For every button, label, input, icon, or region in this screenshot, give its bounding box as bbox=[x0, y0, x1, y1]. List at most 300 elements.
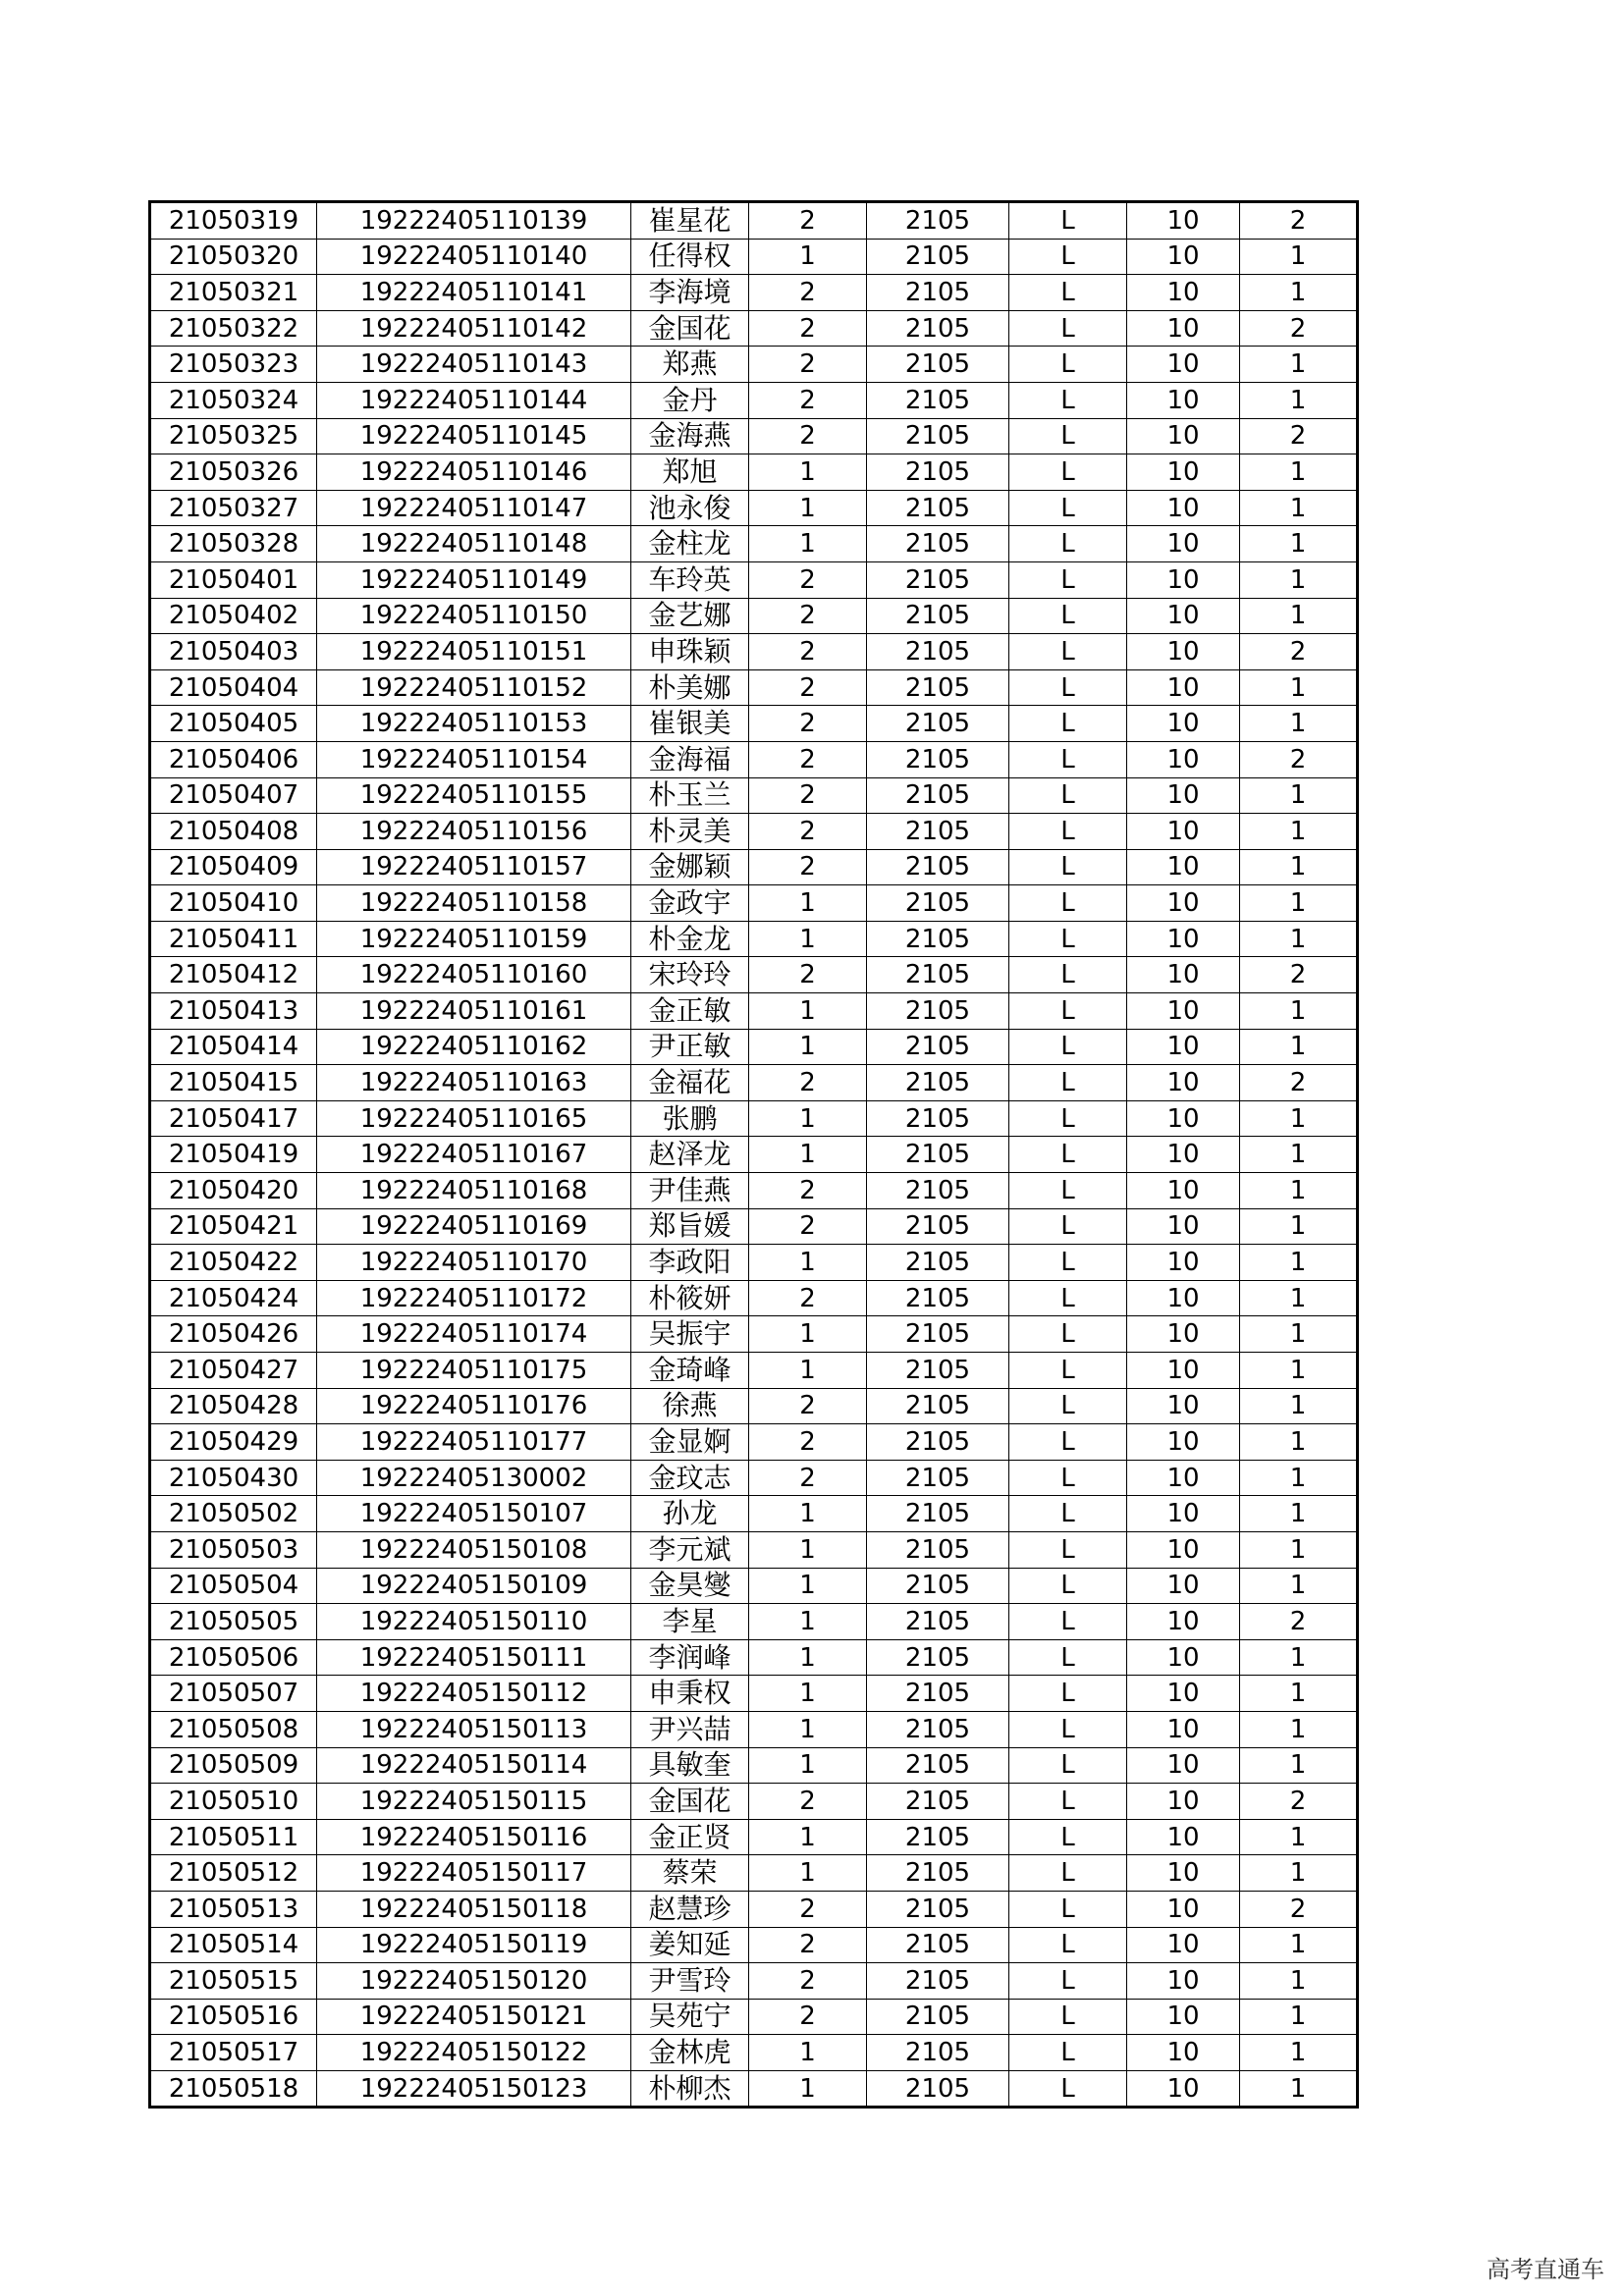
registration-number-cell: 19222405110172 bbox=[317, 1280, 631, 1316]
score-cell: 10 bbox=[1127, 418, 1240, 454]
category-cell: 1 bbox=[1240, 2070, 1358, 2108]
name-cell: 赵泽龙 bbox=[631, 1137, 749, 1173]
table-row bbox=[150, 418, 1358, 454]
score-cell: 10 bbox=[1127, 1316, 1240, 1353]
score-cell: 10 bbox=[1127, 1531, 1240, 1568]
category-cell: 1 bbox=[1240, 1245, 1358, 1281]
score-cell: 10 bbox=[1127, 957, 1240, 993]
name-cell: 金昊燮 bbox=[631, 1568, 749, 1604]
gender-cell: 1 bbox=[749, 1711, 867, 1747]
class-code-cell: 2105 bbox=[867, 1711, 1009, 1747]
exam-number-cell: 21050502 bbox=[150, 1496, 317, 1532]
name-cell: 金娜颖 bbox=[631, 849, 749, 885]
class-code-cell: 2105 bbox=[867, 1819, 1009, 1855]
student-table bbox=[148, 200, 1359, 2109]
type-cell: L bbox=[1009, 706, 1127, 742]
category-cell: 2 bbox=[1240, 1065, 1358, 1101]
category-cell: 2 bbox=[1240, 1784, 1358, 1820]
type-cell: L bbox=[1009, 885, 1127, 922]
gender-cell: 2 bbox=[749, 957, 867, 993]
exam-number-cell: 21050507 bbox=[150, 1676, 317, 1712]
exam-number-cell: 21050430 bbox=[150, 1460, 317, 1496]
registration-number-cell: 19222405110167 bbox=[317, 1137, 631, 1173]
score-cell: 10 bbox=[1127, 239, 1240, 275]
gender-cell: 1 bbox=[749, 526, 867, 562]
class-code-cell: 2105 bbox=[867, 1245, 1009, 1281]
exam-number-cell: 21050402 bbox=[150, 598, 317, 634]
category-cell: 1 bbox=[1240, 2035, 1358, 2071]
class-code-cell: 2105 bbox=[867, 1065, 1009, 1101]
registration-number-cell: 19222405150119 bbox=[317, 1927, 631, 1963]
table-row bbox=[150, 347, 1358, 383]
registration-number-cell: 19222405150120 bbox=[317, 1963, 631, 2000]
name-cell: 崔星花 bbox=[631, 202, 749, 240]
score-cell: 10 bbox=[1127, 706, 1240, 742]
score-cell: 10 bbox=[1127, 1388, 1240, 1424]
name-cell: 崔银美 bbox=[631, 706, 749, 742]
name-cell: 金柱龙 bbox=[631, 526, 749, 562]
class-code-cell: 2105 bbox=[867, 1316, 1009, 1353]
class-code-cell: 2105 bbox=[867, 1855, 1009, 1892]
table-row bbox=[150, 1604, 1358, 1640]
name-cell: 孙龙 bbox=[631, 1496, 749, 1532]
table-row bbox=[150, 598, 1358, 634]
exam-number-cell: 21050411 bbox=[150, 921, 317, 957]
table-row bbox=[150, 1747, 1358, 1784]
type-cell: L bbox=[1009, 814, 1127, 850]
gender-cell: 1 bbox=[749, 1496, 867, 1532]
name-cell: 金海福 bbox=[631, 741, 749, 777]
table-row bbox=[150, 1137, 1358, 1173]
name-cell: 郑燕 bbox=[631, 347, 749, 383]
name-cell: 姜知延 bbox=[631, 1927, 749, 1963]
exam-number-cell: 21050403 bbox=[150, 634, 317, 670]
gender-cell: 2 bbox=[749, 1065, 867, 1101]
exam-number-cell: 21050326 bbox=[150, 454, 317, 491]
name-cell: 金显婀 bbox=[631, 1424, 749, 1461]
category-cell: 1 bbox=[1240, 1173, 1358, 1209]
registration-number-cell: 19222405150112 bbox=[317, 1676, 631, 1712]
gender-cell: 2 bbox=[749, 310, 867, 347]
category-cell: 1 bbox=[1240, 777, 1358, 814]
class-code-cell: 2105 bbox=[867, 2070, 1009, 2108]
exam-number-cell: 21050429 bbox=[150, 1424, 317, 1461]
score-cell: 10 bbox=[1127, 1855, 1240, 1892]
category-cell: 1 bbox=[1240, 669, 1358, 706]
gender-cell: 2 bbox=[749, 634, 867, 670]
registration-number-cell: 19222405110149 bbox=[317, 561, 631, 598]
name-cell: 金正敏 bbox=[631, 993, 749, 1030]
class-code-cell: 2105 bbox=[867, 777, 1009, 814]
type-cell: L bbox=[1009, 849, 1127, 885]
gender-cell: 1 bbox=[749, 1747, 867, 1784]
exam-number-cell: 21050410 bbox=[150, 885, 317, 922]
score-cell: 10 bbox=[1127, 1137, 1240, 1173]
name-cell: 李政阳 bbox=[631, 1245, 749, 1281]
gender-cell: 1 bbox=[749, 1029, 867, 1065]
category-cell: 1 bbox=[1240, 1963, 1358, 2000]
type-cell: L bbox=[1009, 454, 1127, 491]
registration-number-cell: 19222405110168 bbox=[317, 1173, 631, 1209]
class-code-cell: 2105 bbox=[867, 1927, 1009, 1963]
table-row bbox=[150, 777, 1358, 814]
name-cell: 申秉权 bbox=[631, 1676, 749, 1712]
registration-number-cell: 19222405150107 bbox=[317, 1496, 631, 1532]
category-cell: 1 bbox=[1240, 706, 1358, 742]
type-cell: L bbox=[1009, 1460, 1127, 1496]
exam-number-cell: 21050401 bbox=[150, 561, 317, 598]
name-cell: 申珠颖 bbox=[631, 634, 749, 670]
type-cell: L bbox=[1009, 598, 1127, 634]
gender-cell: 2 bbox=[749, 1424, 867, 1461]
table-row bbox=[150, 1280, 1358, 1316]
exam-number-cell: 21050421 bbox=[150, 1208, 317, 1245]
type-cell: L bbox=[1009, 1245, 1127, 1281]
exam-number-cell: 21050319 bbox=[150, 202, 317, 240]
type-cell: L bbox=[1009, 2070, 1127, 2108]
class-code-cell: 2105 bbox=[867, 1963, 1009, 2000]
gender-cell: 1 bbox=[749, 885, 867, 922]
exam-number-cell: 21050516 bbox=[150, 1999, 317, 2035]
table-row bbox=[150, 993, 1358, 1030]
score-cell: 10 bbox=[1127, 1460, 1240, 1496]
gender-cell: 1 bbox=[749, 993, 867, 1030]
class-code-cell: 2105 bbox=[867, 1280, 1009, 1316]
registration-number-cell: 19222405110162 bbox=[317, 1029, 631, 1065]
score-cell: 10 bbox=[1127, 1353, 1240, 1389]
type-cell: L bbox=[1009, 1999, 1127, 2035]
exam-number-cell: 21050419 bbox=[150, 1137, 317, 1173]
type-cell: L bbox=[1009, 561, 1127, 598]
class-code-cell: 2105 bbox=[867, 669, 1009, 706]
gender-cell: 2 bbox=[749, 1208, 867, 1245]
class-code-cell: 2105 bbox=[867, 1496, 1009, 1532]
class-code-cell: 2105 bbox=[867, 1208, 1009, 1245]
class-code-cell: 2105 bbox=[867, 1747, 1009, 1784]
category-cell: 1 bbox=[1240, 1353, 1358, 1389]
exam-number-cell: 21050324 bbox=[150, 382, 317, 418]
type-cell: L bbox=[1009, 347, 1127, 383]
score-cell: 10 bbox=[1127, 1424, 1240, 1461]
table-row bbox=[150, 1100, 1358, 1137]
gender-cell: 2 bbox=[749, 1999, 867, 2035]
score-cell: 10 bbox=[1127, 275, 1240, 311]
score-cell: 10 bbox=[1127, 454, 1240, 491]
name-cell: 金国花 bbox=[631, 310, 749, 347]
gender-cell: 1 bbox=[749, 2035, 867, 2071]
name-cell: 徐燕 bbox=[631, 1388, 749, 1424]
class-code-cell: 2105 bbox=[867, 598, 1009, 634]
gender-cell: 2 bbox=[749, 598, 867, 634]
score-cell: 10 bbox=[1127, 814, 1240, 850]
class-code-cell: 2105 bbox=[867, 634, 1009, 670]
score-cell: 10 bbox=[1127, 1891, 1240, 1927]
registration-number-cell: 19222405110158 bbox=[317, 885, 631, 922]
name-cell: 李海境 bbox=[631, 275, 749, 311]
table-row bbox=[150, 1208, 1358, 1245]
exam-number-cell: 21050428 bbox=[150, 1388, 317, 1424]
category-cell: 2 bbox=[1240, 741, 1358, 777]
category-cell: 1 bbox=[1240, 490, 1358, 526]
score-cell: 10 bbox=[1127, 1208, 1240, 1245]
registration-number-cell: 19222405150123 bbox=[317, 2070, 631, 2108]
table-row bbox=[150, 454, 1358, 491]
table-row bbox=[150, 741, 1358, 777]
score-cell: 10 bbox=[1127, 1747, 1240, 1784]
score-cell: 10 bbox=[1127, 382, 1240, 418]
exam-number-cell: 21050414 bbox=[150, 1029, 317, 1065]
score-cell: 10 bbox=[1127, 1029, 1240, 1065]
table-row bbox=[150, 202, 1358, 240]
category-cell: 2 bbox=[1240, 202, 1358, 240]
category-cell: 1 bbox=[1240, 1100, 1358, 1137]
score-cell: 10 bbox=[1127, 1604, 1240, 1640]
table-row bbox=[150, 921, 1358, 957]
table-row bbox=[150, 1819, 1358, 1855]
score-cell: 10 bbox=[1127, 1100, 1240, 1137]
registration-number-cell: 19222405110151 bbox=[317, 634, 631, 670]
gender-cell: 2 bbox=[749, 849, 867, 885]
category-cell: 1 bbox=[1240, 814, 1358, 850]
class-code-cell: 2105 bbox=[867, 1029, 1009, 1065]
registration-number-cell: 19222405110159 bbox=[317, 921, 631, 957]
table-row bbox=[150, 1963, 1358, 2000]
name-cell: 李星 bbox=[631, 1604, 749, 1640]
registration-number-cell: 19222405110142 bbox=[317, 310, 631, 347]
type-cell: L bbox=[1009, 1388, 1127, 1424]
registration-number-cell: 19222405110146 bbox=[317, 454, 631, 491]
registration-number-cell: 19222405110165 bbox=[317, 1100, 631, 1137]
class-code-cell: 2105 bbox=[867, 418, 1009, 454]
gender-cell: 1 bbox=[749, 921, 867, 957]
registration-number-cell: 19222405110143 bbox=[317, 347, 631, 383]
class-code-cell: 2105 bbox=[867, 1173, 1009, 1209]
gender-cell: 2 bbox=[749, 1460, 867, 1496]
registration-number-cell: 19222405150116 bbox=[317, 1819, 631, 1855]
gender-cell: 2 bbox=[749, 1927, 867, 1963]
class-code-cell: 2105 bbox=[867, 454, 1009, 491]
registration-number-cell: 19222405150113 bbox=[317, 1711, 631, 1747]
score-cell: 10 bbox=[1127, 202, 1240, 240]
type-cell: L bbox=[1009, 777, 1127, 814]
category-cell: 1 bbox=[1240, 1639, 1358, 1676]
category-cell: 1 bbox=[1240, 1280, 1358, 1316]
class-code-cell: 2105 bbox=[867, 1424, 1009, 1461]
name-cell: 李润峰 bbox=[631, 1639, 749, 1676]
name-cell: 池永俊 bbox=[631, 490, 749, 526]
table-row bbox=[150, 382, 1358, 418]
exam-number-cell: 21050322 bbox=[150, 310, 317, 347]
category-cell: 1 bbox=[1240, 1531, 1358, 1568]
category-cell: 1 bbox=[1240, 239, 1358, 275]
gender-cell: 2 bbox=[749, 347, 867, 383]
name-cell: 朴美娜 bbox=[631, 669, 749, 706]
score-cell: 10 bbox=[1127, 1568, 1240, 1604]
table-row bbox=[150, 1173, 1358, 1209]
type-cell: L bbox=[1009, 1784, 1127, 1820]
type-cell: L bbox=[1009, 1353, 1127, 1389]
type-cell: L bbox=[1009, 1747, 1127, 1784]
category-cell: 1 bbox=[1240, 849, 1358, 885]
score-cell: 10 bbox=[1127, 1963, 1240, 2000]
type-cell: L bbox=[1009, 1173, 1127, 1209]
class-code-cell: 2105 bbox=[867, 275, 1009, 311]
category-cell: 1 bbox=[1240, 1999, 1358, 2035]
registration-number-cell: 19222405150117 bbox=[317, 1855, 631, 1892]
category-cell: 1 bbox=[1240, 1676, 1358, 1712]
name-cell: 朴玉兰 bbox=[631, 777, 749, 814]
registration-number-cell: 19222405110147 bbox=[317, 490, 631, 526]
registration-number-cell: 19222405110174 bbox=[317, 1316, 631, 1353]
registration-number-cell: 19222405110150 bbox=[317, 598, 631, 634]
score-cell: 10 bbox=[1127, 921, 1240, 957]
exam-number-cell: 21050512 bbox=[150, 1855, 317, 1892]
gender-cell: 2 bbox=[749, 561, 867, 598]
table-row bbox=[150, 1496, 1358, 1532]
type-cell: L bbox=[1009, 1029, 1127, 1065]
name-cell: 朴柳杰 bbox=[631, 2070, 749, 2108]
category-cell: 2 bbox=[1240, 634, 1358, 670]
category-cell: 2 bbox=[1240, 1604, 1358, 1640]
class-code-cell: 2105 bbox=[867, 706, 1009, 742]
type-cell: L bbox=[1009, 1496, 1127, 1532]
class-code-cell: 2105 bbox=[867, 347, 1009, 383]
name-cell: 尹雪玲 bbox=[631, 1963, 749, 2000]
gender-cell: 1 bbox=[749, 490, 867, 526]
name-cell: 金玟志 bbox=[631, 1460, 749, 1496]
registration-number-cell: 19222405110155 bbox=[317, 777, 631, 814]
exam-number-cell: 21050508 bbox=[150, 1711, 317, 1747]
name-cell: 金丹 bbox=[631, 382, 749, 418]
gender-cell: 2 bbox=[749, 706, 867, 742]
score-cell: 10 bbox=[1127, 598, 1240, 634]
gender-cell: 1 bbox=[749, 1531, 867, 1568]
name-cell: 金艺娜 bbox=[631, 598, 749, 634]
exam-number-cell: 21050415 bbox=[150, 1065, 317, 1101]
table-row bbox=[150, 1531, 1358, 1568]
type-cell: L bbox=[1009, 1855, 1127, 1892]
name-cell: 尹兴喆 bbox=[631, 1711, 749, 1747]
table-row bbox=[150, 1316, 1358, 1353]
gender-cell: 2 bbox=[749, 418, 867, 454]
gender-cell: 2 bbox=[749, 1891, 867, 1927]
category-cell: 2 bbox=[1240, 310, 1358, 347]
table-row bbox=[150, 634, 1358, 670]
table-row bbox=[150, 2035, 1358, 2071]
type-cell: L bbox=[1009, 1891, 1127, 1927]
type-cell: L bbox=[1009, 1531, 1127, 1568]
category-cell: 1 bbox=[1240, 1819, 1358, 1855]
exam-number-cell: 21050321 bbox=[150, 275, 317, 311]
gender-cell: 1 bbox=[749, 1100, 867, 1137]
gender-cell: 1 bbox=[749, 1604, 867, 1640]
name-cell: 赵慧珍 bbox=[631, 1891, 749, 1927]
exam-number-cell: 21050515 bbox=[150, 1963, 317, 2000]
exam-number-cell: 21050409 bbox=[150, 849, 317, 885]
registration-number-cell: 19222405110160 bbox=[317, 957, 631, 993]
class-code-cell: 2105 bbox=[867, 1353, 1009, 1389]
table-row bbox=[150, 1639, 1358, 1676]
class-code-cell: 2105 bbox=[867, 561, 1009, 598]
table-row bbox=[150, 849, 1358, 885]
type-cell: L bbox=[1009, 310, 1127, 347]
gender-cell: 1 bbox=[749, 1676, 867, 1712]
registration-number-cell: 19222405110175 bbox=[317, 1353, 631, 1389]
registration-number-cell: 19222405110170 bbox=[317, 1245, 631, 1281]
type-cell: L bbox=[1009, 993, 1127, 1030]
type-cell: L bbox=[1009, 1639, 1127, 1676]
table-row bbox=[150, 1891, 1358, 1927]
exam-number-cell: 21050506 bbox=[150, 1639, 317, 1676]
name-cell: 朴筱妍 bbox=[631, 1280, 749, 1316]
score-cell: 10 bbox=[1127, 669, 1240, 706]
gender-cell: 2 bbox=[749, 741, 867, 777]
exam-number-cell: 21050513 bbox=[150, 1891, 317, 1927]
class-code-cell: 2105 bbox=[867, 1784, 1009, 1820]
category-cell: 1 bbox=[1240, 1927, 1358, 1963]
table-row bbox=[150, 1029, 1358, 1065]
registration-number-cell: 19222405110140 bbox=[317, 239, 631, 275]
gender-cell: 2 bbox=[749, 669, 867, 706]
exam-number-cell: 21050323 bbox=[150, 347, 317, 383]
table-row bbox=[150, 1711, 1358, 1747]
registration-number-cell: 19222405110161 bbox=[317, 993, 631, 1030]
name-cell: 金福花 bbox=[631, 1065, 749, 1101]
gender-cell: 2 bbox=[749, 275, 867, 311]
table-row bbox=[150, 669, 1358, 706]
type-cell: L bbox=[1009, 1280, 1127, 1316]
score-cell: 10 bbox=[1127, 1927, 1240, 1963]
name-cell: 吴苑宁 bbox=[631, 1999, 749, 2035]
category-cell: 1 bbox=[1240, 382, 1358, 418]
name-cell: 尹佳燕 bbox=[631, 1173, 749, 1209]
category-cell: 1 bbox=[1240, 993, 1358, 1030]
gender-cell: 1 bbox=[749, 1855, 867, 1892]
exam-number-cell: 21050426 bbox=[150, 1316, 317, 1353]
registration-number-cell: 19222405150110 bbox=[317, 1604, 631, 1640]
category-cell: 1 bbox=[1240, 1316, 1358, 1353]
exam-number-cell: 21050420 bbox=[150, 1173, 317, 1209]
score-cell: 10 bbox=[1127, 885, 1240, 922]
exam-number-cell: 21050408 bbox=[150, 814, 317, 850]
class-code-cell: 2105 bbox=[867, 1891, 1009, 1927]
registration-number-cell: 19222405110154 bbox=[317, 741, 631, 777]
exam-number-cell: 21050509 bbox=[150, 1747, 317, 1784]
gender-cell: 2 bbox=[749, 382, 867, 418]
name-cell: 具敏奎 bbox=[631, 1747, 749, 1784]
type-cell: L bbox=[1009, 1963, 1127, 2000]
score-cell: 10 bbox=[1127, 993, 1240, 1030]
category-cell: 1 bbox=[1240, 921, 1358, 957]
category-cell: 1 bbox=[1240, 598, 1358, 634]
registration-number-cell: 19222405150118 bbox=[317, 1891, 631, 1927]
category-cell: 1 bbox=[1240, 1711, 1358, 1747]
gender-cell: 1 bbox=[749, 1353, 867, 1389]
score-cell: 10 bbox=[1127, 1819, 1240, 1855]
category-cell: 1 bbox=[1240, 1460, 1358, 1496]
class-code-cell: 2105 bbox=[867, 741, 1009, 777]
exam-number-cell: 21050412 bbox=[150, 957, 317, 993]
type-cell: L bbox=[1009, 418, 1127, 454]
category-cell: 1 bbox=[1240, 885, 1358, 922]
type-cell: L bbox=[1009, 1676, 1127, 1712]
class-code-cell: 2105 bbox=[867, 526, 1009, 562]
type-cell: L bbox=[1009, 957, 1127, 993]
score-cell: 10 bbox=[1127, 2035, 1240, 2071]
watermark: 高考直通车 bbox=[1487, 2256, 1604, 2283]
class-code-cell: 2105 bbox=[867, 1639, 1009, 1676]
table-row bbox=[150, 561, 1358, 598]
